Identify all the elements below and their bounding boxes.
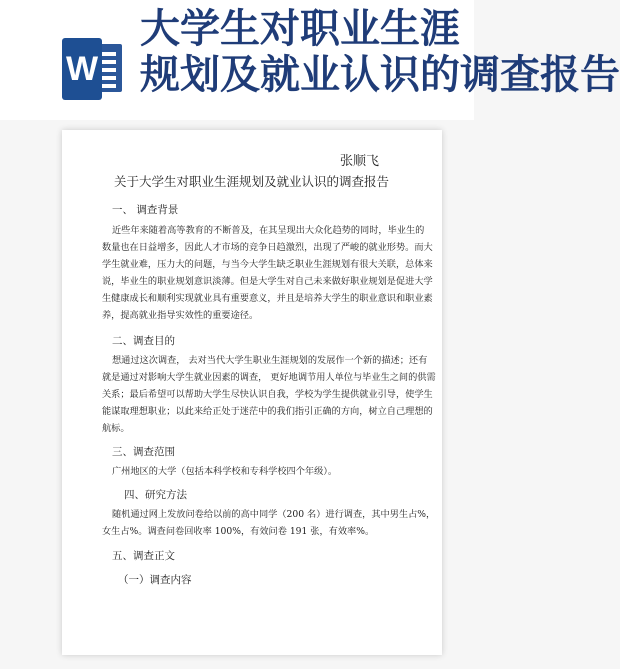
section-heading: 一、 调查背景: [112, 204, 179, 216]
paragraph-line: 数量也在日益增多，因此人才市场的竞争日趋激烈，出现了严峻的就业形势。而大: [102, 242, 433, 253]
word-document-icon: [62, 38, 124, 100]
paragraph-line: 近些年来随着高等教育的不断普及，在其呈现出大众化趋势的同时，毕业生的: [112, 225, 425, 236]
paragraph-line: 学生就业难，压力大的问题，与当今大学生缺乏职业生涯规划有很大关联，总体来: [102, 259, 433, 270]
section-heading: 四、研究方法: [124, 489, 187, 501]
section-heading: 二、调查目的: [112, 335, 175, 347]
paragraph-line: 就是通过对影响大学生就业因素的调查， 更好地调节用人单位与毕业生之间的供需: [102, 372, 436, 383]
paragraph-line: 生健康成长和顺利实现就业具有重要意义，并且是培养大学生的职业意识和职业素: [102, 293, 433, 304]
section-heading: 五、调查正文: [112, 550, 175, 562]
banner-title: [140, 6, 620, 98]
paragraph-line: 广州地区的大学（包括本科学校和专科学校四个年级）。: [112, 466, 338, 477]
section-heading: 三、调查范围: [112, 446, 175, 458]
paragraph-line: 关系；最后希望可以帮助大学生尽快认识自我，学校为学生提供就业引导，使学生: [102, 389, 433, 400]
paragraph-line: 想通过这次调查， 去对当代大学生职业生涯规划的发展作一个新的描述；还有: [112, 355, 428, 366]
paragraph-line: 女生占%。调查问卷回收率 100%，有效问卷 191 张，有效率%。: [102, 526, 375, 537]
banner-title-line-2: 规划及就业认识的调查报告: [140, 52, 620, 98]
paragraph-line: 能谋取理想职业；以此来给正处于迷茫中的我们指引正确的方向，树立自己理想的: [102, 406, 433, 417]
document-title: 关于大学生对职业生涯规划及就业认识的调查报告: [114, 174, 390, 189]
author-name: 张顺飞: [340, 154, 380, 169]
paragraph-line: 随机通过网上发放问卷给以前的高中同学（200 名）进行调查，其中男生占%，: [112, 509, 436, 520]
paragraph-line: 养，提高就业指导实效性的重要途径。: [102, 310, 259, 321]
header-banner: [0, 0, 620, 120]
word-letter-tile: W: [62, 38, 102, 100]
subsection-heading: （一）调查内容: [118, 574, 192, 586]
banner-title-line-1: 大学生对职业生涯: [140, 6, 460, 52]
paragraph-line: 说，毕业生的职业规划意识淡薄。但是大学生对自己未来做好职业规划是促进大学: [102, 276, 433, 287]
paragraph-line: 航标。: [102, 423, 130, 434]
document-page: [62, 130, 442, 655]
